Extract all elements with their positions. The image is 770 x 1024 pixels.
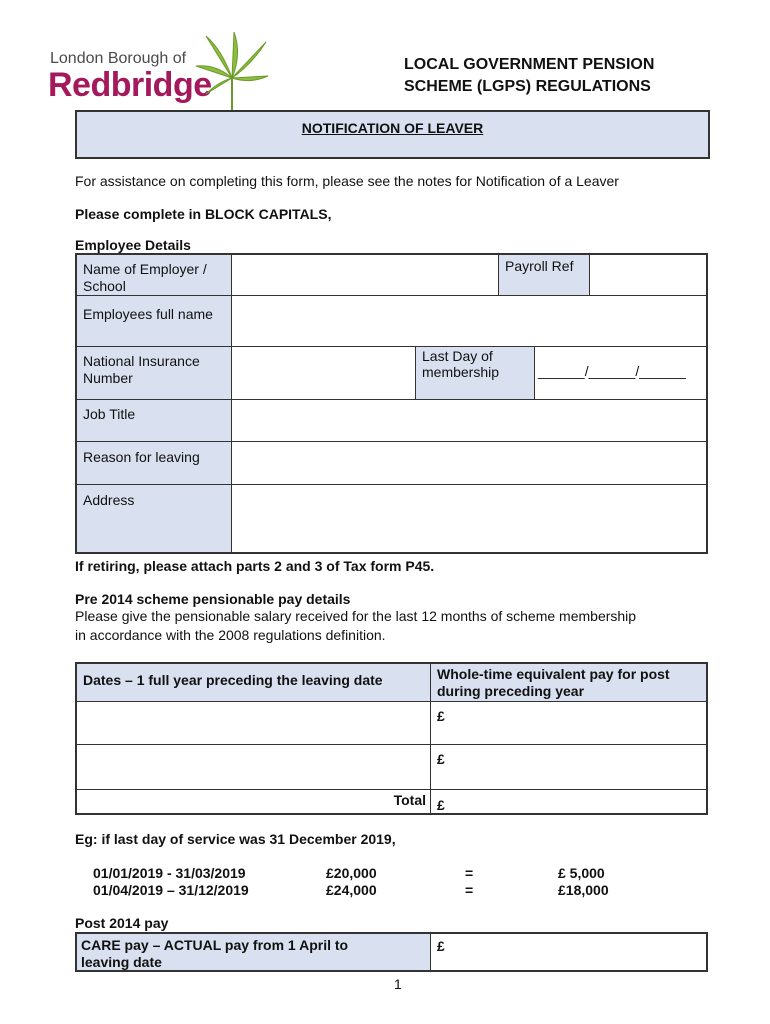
reason-label-cell (77, 442, 232, 485)
example-row-1-result: £ 5,000 (558, 865, 605, 881)
pay-date-input-1[interactable] (77, 702, 431, 745)
logo-line1: London Borough of (50, 50, 187, 67)
form-title: NOTIFICATION OF LEAVER (301, 120, 484, 136)
jobtitle-input[interactable] (232, 400, 706, 442)
page-header (404, 54, 654, 98)
post2014-heading: Post 2014 pay (75, 915, 169, 931)
care-label: CARE pay – ACTUAL pay from 1 April to leaving date (81, 937, 349, 970)
pay-amount-input-1[interactable] (431, 702, 706, 745)
pay-col2-label: Whole-time equivalent pay for post during preceding year (437, 666, 670, 699)
employee-heading: Employee Details (75, 237, 191, 253)
post2014-table (75, 932, 708, 972)
assist-text: For assistance on completing this form, please see the notes for Notification of a Leaver (75, 173, 619, 189)
lastday-label: Last Day of membership (422, 348, 500, 380)
pay-col1-header (77, 664, 431, 702)
ni-label-cell (77, 347, 232, 400)
form-title-box (75, 110, 710, 159)
care-label-cell (77, 934, 431, 970)
date-placeholder: ______/______/______ (538, 363, 686, 379)
example-row-2-dates: 01/04/2019 – 31/12/2019 (93, 882, 249, 898)
example-row-2-result: £18,000 (558, 882, 609, 898)
pre2014-heading: Pre 2014 scheme pensionable pay details (75, 591, 351, 607)
address-label-cell (77, 485, 232, 552)
pre2014-text1: Please give the pensionable salary received for the last 12 months of scheme membership (75, 608, 637, 624)
pound-sign: £ (437, 708, 445, 724)
block-caps-note: Please complete in BLOCK CAPITALS, (75, 206, 332, 222)
example-row-1-pay: £20,000 (326, 865, 377, 881)
pay-table (75, 662, 708, 815)
example-row-1-eq: = (465, 865, 474, 881)
payroll-input[interactable] (589, 255, 706, 296)
jobtitle-label-cell (77, 400, 232, 442)
payroll-label: Payroll Ref (505, 258, 574, 274)
address-input[interactable] (232, 485, 706, 552)
fullname-input[interactable] (232, 296, 706, 347)
pre2014-text2: in accordance with the 2008 regulations definition. (75, 627, 386, 643)
total-input[interactable] (431, 790, 706, 813)
pay-amount-input-2[interactable] (431, 745, 706, 790)
pound-sign: £ (437, 751, 445, 767)
total-label: Total (393, 792, 426, 808)
employee-details-grid (75, 253, 708, 554)
pay-date-input-2[interactable] (77, 745, 431, 790)
pound-sign: £ (437, 938, 445, 954)
payroll-label-cell (498, 255, 590, 296)
care-amount-input[interactable] (431, 934, 706, 970)
leaf-icon (192, 30, 272, 112)
lastday-label-cell (415, 347, 535, 400)
example-heading: Eg: if last day of service was 31 December 2019, (75, 831, 396, 847)
fullname-label: Employees full name (83, 306, 213, 322)
jobtitle-label: Job Title (83, 406, 136, 422)
ni-label: National Insurance Number (83, 353, 200, 386)
employer-label-cell (77, 255, 232, 296)
fullname-label-cell (77, 296, 232, 347)
retiring-note: If retiring, please attach parts 2 and 3 of Tax form P45. (75, 558, 435, 574)
example-row-2-eq: = (465, 882, 474, 898)
logo-redbridge: Redbridge (48, 66, 212, 104)
header-line2: SCHEME (LGPS) REGULATIONS (404, 78, 651, 95)
example-row-2-pay: £24,000 (326, 882, 377, 898)
reason-label: Reason for leaving (83, 449, 200, 465)
total-label-cell (77, 790, 431, 813)
pound-sign: £ (437, 797, 445, 813)
example-row-1-dates: 01/01/2019 - 31/03/2019 (93, 865, 246, 881)
page-number: 1 (394, 976, 402, 992)
employer-input[interactable] (232, 255, 498, 296)
ni-input[interactable] (232, 347, 415, 400)
header-line1: LOCAL GOVERNMENT PENSION (404, 56, 655, 73)
lastday-input[interactable] (534, 347, 706, 400)
employer-label: Name of Employer / School (83, 261, 207, 294)
pay-col1-label: Dates – 1 full year preceding the leaving date (83, 672, 383, 688)
pay-col2-header (431, 664, 706, 702)
reason-input[interactable] (232, 442, 706, 485)
address-label: Address (83, 492, 135, 508)
